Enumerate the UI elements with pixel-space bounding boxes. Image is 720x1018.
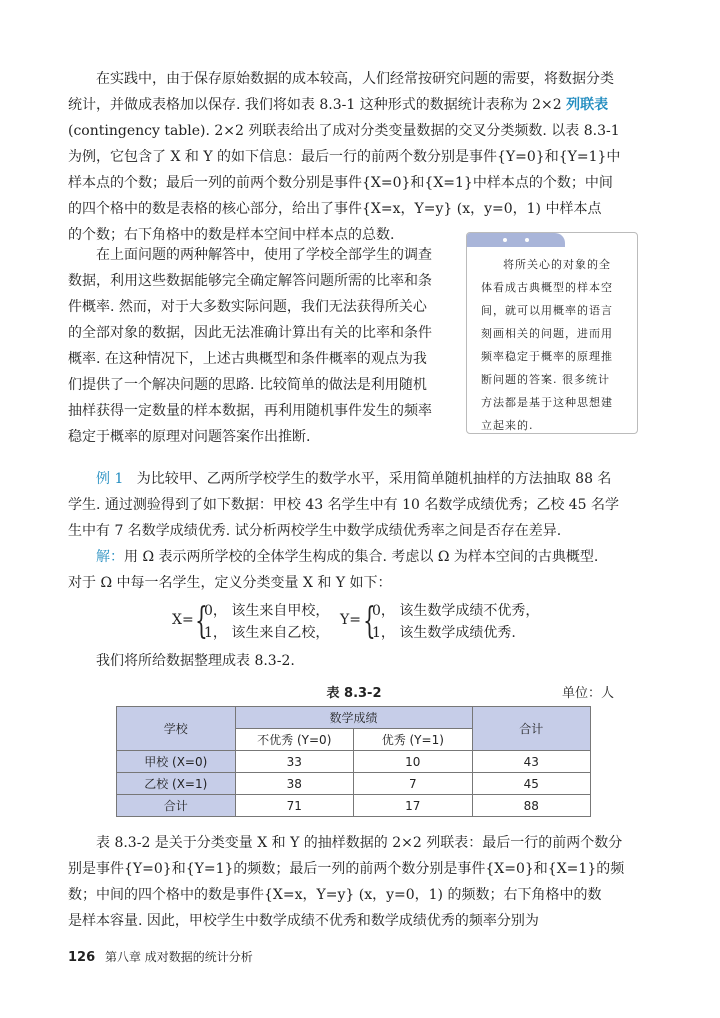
cell: 7 [354,773,473,795]
table-unit: 单位：人 [561,686,614,701]
sampling-line: 数据，利用这些数据能够完全确定解答问题所需的比率和条 [68,273,432,289]
sampling-line: 抽样获得一定数量的样本数据，再利用随机事件发生的频率 [68,403,432,419]
table-row [117,751,591,773]
example-label: 例 1 [96,471,124,487]
closing-line: 表 8.3-2 是关于分类变量 X 和 Y 的抽样数据的 2×2 列联表：最后一行的前两个数分 [96,835,623,851]
intro-line: 为例，它包含了 X 和 Y 的如下信息：最后一行的前两个数分别是事件{Y=0}和{Y=1}中 [68,149,621,165]
note-text [481,253,631,437]
cell: 38 [235,773,354,795]
note-line: 间，就可以用概率的语言 [481,304,613,317]
page-footer [68,948,253,965]
cell: 10 [354,751,473,773]
left-brace-icon: { [363,601,376,642]
example-line: 学生. 通过测验得到了如下数据：甲校 43 名学生中有 10 名数学成绩优秀；乙校 45 名学 [68,497,620,513]
sampling-line: 稳定于概率的原理对问题答案作出推断. [68,429,311,445]
sampling-line: 件概率. 然而，对于大多数实际问题，我们无法获得所关心 [68,299,427,315]
y-case-1: 1， 该生数学成绩优秀. [372,625,516,641]
intro-line: 统计，并做成表格加以保存. 我们将如表 8.3-1 这种形式的数据统计表称为 2×2 列联表 [68,97,609,113]
x-lhs: X= [172,612,194,628]
intro-line: 在实践中，由于保存原始数据的成本较高，人们经常按研究问题的需要，将数据分类 [96,71,614,87]
header-school: 学校 [117,707,236,751]
intro-paragraph [68,66,640,248]
solution-line: 对于 Ω 中每一名学生，定义分类变量 X 和 Y 如下： [68,575,392,591]
x-case-0: 0， 该生来自甲校， [204,603,330,619]
note-line: 频率稳定于概率的原理推 [481,350,613,363]
x-case-1: 1， 该生来自乙校， [204,625,330,641]
header-score: 数学成绩 [235,707,472,729]
sampling-line: 概率. 在这种情况下，上述古典概型和条件概率的观点为我 [68,351,427,367]
sampling-paragraph [68,242,452,450]
y-lhs: Y= [340,612,361,628]
note-line: 刻画相关的问题，进而用 [481,327,613,340]
cell-total: 88 [472,795,590,817]
example-paragraph [68,466,640,596]
table-row [117,795,591,817]
intro-line: 的四个格中的数是表格的核心部分，给出了事件{X=x，Y=y} (x，y=0，1) 中样本点 [68,201,602,217]
table-row [117,773,591,795]
table-caption: 表 8.3-2 [326,686,382,701]
dot-icon [503,238,507,242]
left-brace-icon: { [195,601,208,642]
intro-line: 的个数；右下角格中的数是样本空间中样本点的总数. [68,227,395,243]
cell: 71 [235,795,354,817]
closing-paragraph [68,830,640,934]
sampling-line: 在上面问题的两种解答中，使用了学校全部学生的调查 [96,247,432,263]
sampling-line: 们提供了一个解决问题的思路. 比较简单的做法是利用随机 [68,377,427,393]
contingency-table-keyword: 列联表 [566,97,609,113]
contingency-table [116,706,591,817]
sampling-line: 的全部对象的数据，因此无法准确计算出有关的比率和条件 [68,325,432,341]
row-label: 甲校 (X=0) [117,751,236,773]
solution-label: 解： [96,549,124,565]
chapter-title: 第八章 成对数据的统计分析 [104,950,253,964]
row-label: 合计 [117,795,236,817]
page-number: 126 [68,950,96,965]
header-excellent: 优秀 (Y=1) [354,729,473,751]
header-not-excellent: 不优秀 (Y=0) [235,729,354,751]
header-total: 合计 [472,707,590,751]
intro-line: (contingency table). 2×2 列联表给出了成对分类变量数据的交叉分类频数. 以表 8.3-1 [68,123,620,139]
table-intro [68,648,640,674]
cell-total: 43 [472,751,590,773]
cell: 17 [354,795,473,817]
dot-icon [525,238,529,242]
row-label: 乙校 (X=1) [117,773,236,795]
closing-line: 是样本容量. 因此，甲校学生中数学成绩不优秀和数学成绩优秀的频率分别为 [68,913,539,929]
example-line: 生中有 7 名数学成绩优秀. 试分析两校学生中数学成绩优秀率之间是否存在差异. [68,523,562,539]
closing-line: 别是事件{Y=0}和{Y=1}的频数；最后一列的前两个数分别是事件{X=0}和{X=1}的频 [68,861,625,877]
table-intro-line: 我们将所给数据整理成表 8.3-2. [96,653,295,669]
intro-line: 样本点的个数；最后一列的前两个数分别是事件{X=0}和{X=1}中样本点的个数；中间 [68,175,613,191]
example-line: 例 1 为比较甲、乙两所学校学生的数学水平，采用简单随机抽样的方法抽取 88 名 [96,471,612,487]
side-note [466,232,638,434]
note-line: 断问题的答案. 很多统计 [481,373,610,386]
cell: 33 [235,751,354,773]
note-line: 体看成古典概型的样本空 [481,281,613,294]
solution-line: 解：用 Ω 表示两所学校的全体学生构成的集合. 考虑以 Ω 为样本空间的古典概型. [96,549,599,565]
cell-total: 45 [472,773,590,795]
note-line: 方法都是基于这种思想建 [481,396,613,409]
closing-line: 数；中间的四个格中的数是事件{X=x，Y=y} (x，y=0，1) 的频数；右下角格中的数 [68,887,602,903]
note-tab [467,233,565,247]
y-case-0: 0， 该生数学成绩不优秀， [372,603,540,619]
note-line: 立起来的. [481,419,534,432]
note-line: 将所关心的对象的全 [503,258,611,271]
